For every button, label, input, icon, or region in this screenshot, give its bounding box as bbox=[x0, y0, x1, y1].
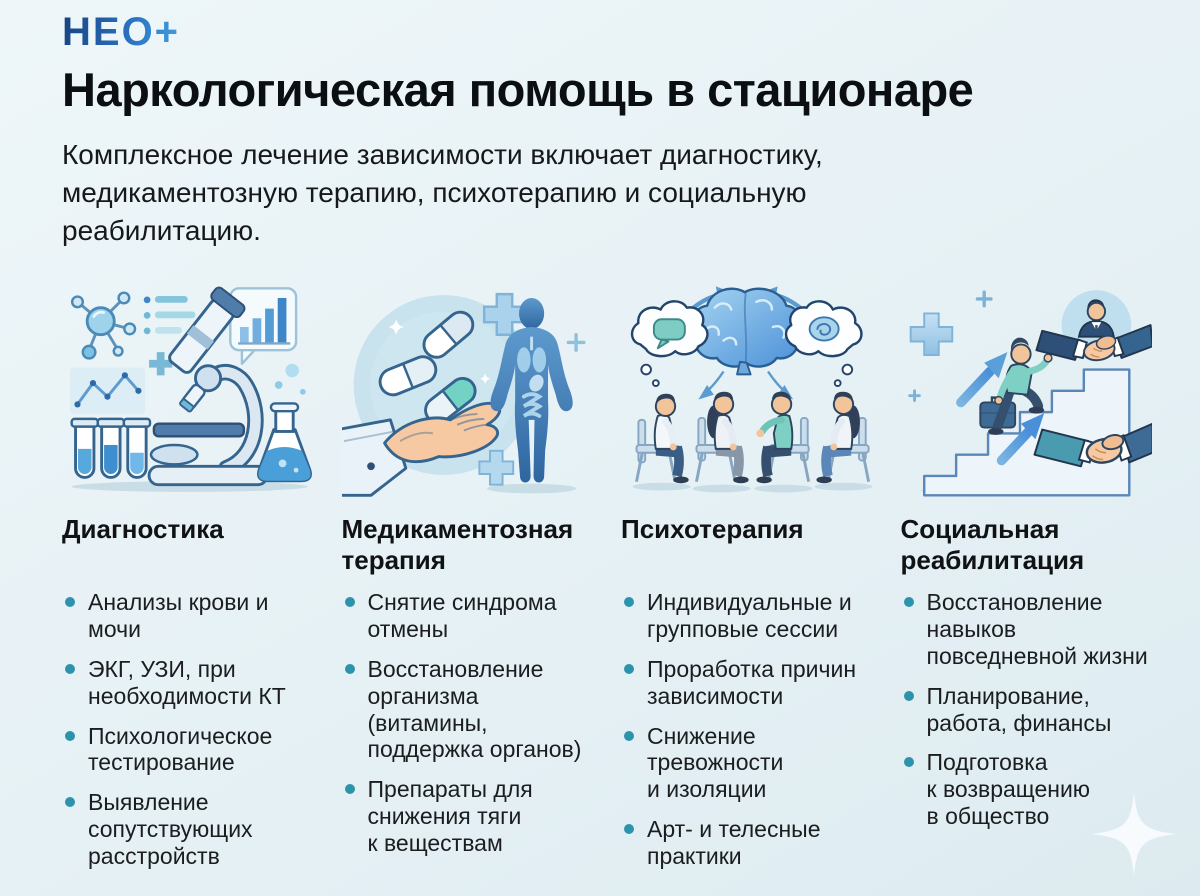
bullet-item: ЭКГ, УЗИ, при необходимости КТ bbox=[62, 656, 314, 710]
seated-person-icon bbox=[636, 394, 688, 483]
bullet-item: Проработка причин зависимости bbox=[621, 656, 873, 710]
bullet-item: Арт- и телесные практики bbox=[621, 816, 873, 870]
bullet-item: Восстановление навыков повседневной жизни bbox=[901, 589, 1153, 670]
plus-icon bbox=[909, 391, 919, 401]
bullet-item: Препараты для снижения тяги к веществам bbox=[342, 776, 594, 857]
molecule-icon bbox=[72, 293, 135, 359]
neo-plus-logo: НЕО+ bbox=[62, 10, 181, 54]
column-heading-diagnostics: Диагностика bbox=[62, 513, 224, 544]
bullet-list-medication bbox=[342, 589, 594, 857]
seated-person-icon bbox=[756, 392, 808, 483]
checklist-icon bbox=[144, 296, 196, 334]
bullet-item: Снятие синдрома отмены bbox=[342, 589, 594, 643]
seated-person-icon bbox=[816, 392, 868, 483]
page-subtitle: Комплексное лечение зависимости включает диагностику, медикаментозную терапию, психотерапию и социальную реабилитацию. bbox=[62, 138, 823, 246]
column-heading-psychotherapy: Психотерапия bbox=[621, 513, 804, 544]
thought-cloud-speech-icon bbox=[632, 301, 707, 386]
lab-microscope-illustration bbox=[62, 274, 314, 498]
seated-person-icon bbox=[696, 392, 748, 483]
bullet-list-psychotherapy bbox=[621, 589, 873, 870]
plus-icon bbox=[568, 335, 583, 350]
bullet-item: Планирование, работа, финансы bbox=[901, 683, 1153, 737]
bullet-item: Подготовка к возвращению в общество bbox=[901, 749, 1153, 830]
group-therapy-illustration bbox=[621, 274, 873, 498]
bullet-item: Восстановление организма (витамины, поддержка органов) bbox=[342, 656, 594, 764]
thought-cloud-brain-icon bbox=[786, 301, 861, 386]
column-medication-therapy bbox=[342, 274, 594, 883]
bullet-item: Снижение тревожности и изоляции bbox=[621, 723, 873, 804]
columns-container bbox=[62, 274, 1152, 883]
brain-icon bbox=[692, 289, 801, 400]
bullet-item: Индивидуальные и групповые сессии bbox=[621, 589, 873, 643]
column-heading-social-rehabilitation: Социальная реабилитация bbox=[900, 513, 1085, 575]
flask-icon bbox=[258, 403, 310, 480]
sparkle-icon bbox=[1082, 790, 1186, 894]
medical-cross-icon bbox=[910, 313, 952, 355]
bar-chart-bubble-icon bbox=[230, 288, 296, 363]
bullet-item: Психологическое тестирование bbox=[62, 723, 314, 777]
test-tubes-icon bbox=[72, 419, 150, 478]
plus-icon bbox=[977, 292, 991, 306]
page-title: Наркологическая помощь в стационаре bbox=[62, 63, 974, 116]
column-psychotherapy bbox=[621, 274, 873, 883]
bullet-item: Выявление сопутствующих расстройств bbox=[62, 789, 314, 870]
psychotherapy-illustration bbox=[621, 274, 873, 498]
diagnostics-illustration bbox=[62, 274, 314, 498]
bullet-item: Анализы крови и мочи bbox=[62, 589, 314, 643]
column-diagnostics bbox=[62, 274, 314, 883]
social-rehabilitation-illustration bbox=[901, 274, 1153, 498]
medication-illustration bbox=[342, 274, 594, 498]
stairs-handshake-illustration bbox=[901, 274, 1153, 498]
column-heading-medication: Медикаментозная терапия bbox=[341, 513, 574, 575]
hand-pills-body-illustration bbox=[342, 274, 594, 498]
bullet-list-diagnostics bbox=[62, 589, 314, 870]
